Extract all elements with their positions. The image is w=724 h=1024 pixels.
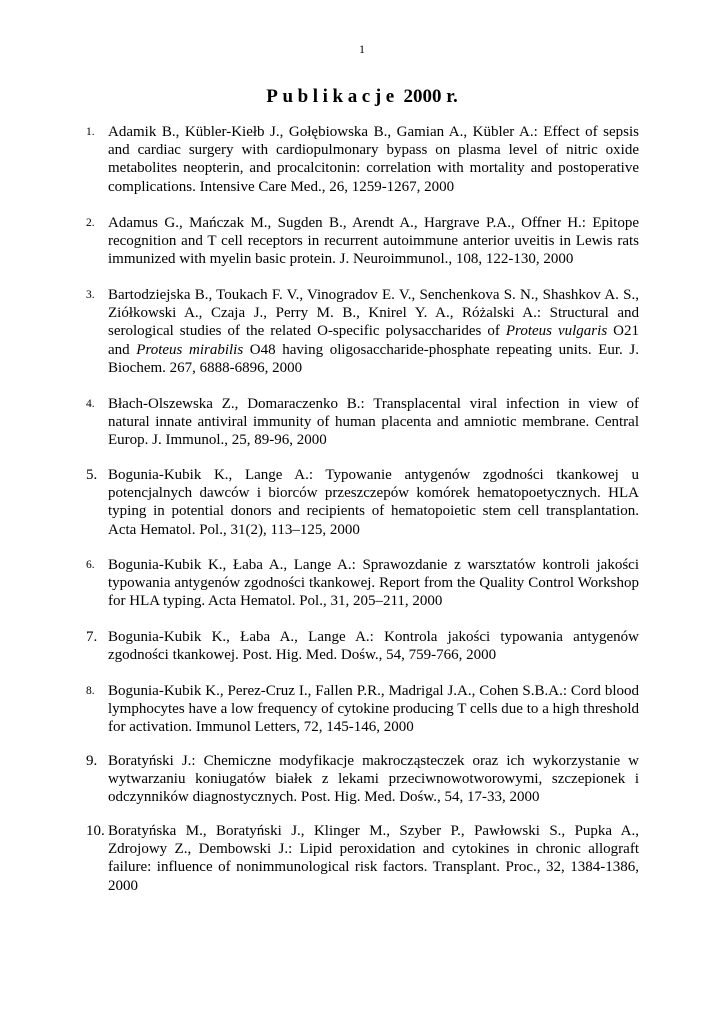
entry-number: 5. (86, 467, 98, 483)
publication-entry (86, 822, 639, 895)
species-name: Proteus mirabilis (136, 341, 244, 358)
publication-entry (86, 466, 639, 539)
entry-citation: Boratyńska M., Boratyński J., Klinger M., Szyber P., Pawłowski S., Pupka A., Zdrojowy Z., Dembowski J.: Lipid peroxidation and cytokines in chronic allograft failure: influence of nonimmunological risk factors. Transplant. Proc., 32, 1384-1386, 2000 (108, 823, 639, 894)
entry-citation: Adamik B., Kübler-Kiełb J., Gołębiowska B., Gamian A., Kübler A.: Effect of sepsis and cardiac surgery with cardiopulmonary bypass on plasma level of nitric oxide metabolites neopterin, and procalcitonin: correlation with mortality and postoperative complications. Intensive Care Med., 26, 1259-1267, 2000 (108, 124, 639, 195)
entry-citation: Bogunia-Kubik K., Perez-Cruz I., Fallen P.R., Madrigal J.A., Cohen S.B.A.: Cord blood lymphocytes have a low frequency of cytokine producing T cells due to a high threshold for activation. Immunol Letters, 72, 145-146, 2000 (108, 683, 639, 736)
publication-entry (86, 286, 639, 377)
publication-entry (86, 752, 639, 807)
entry-citation (108, 286, 639, 377)
publication-entry (86, 682, 639, 737)
entry-citation: Bogunia-Kubik K., Łaba A., Lange A.: Kontrola jakości typowania antygenów zgodności tkankowej. Post. Hig. Med. Dośw., 54, 759-766, 2000 (108, 629, 639, 664)
citation-text: Bartodziejska B., Toukach F. V., Vinogradov E. V., Senchenkova S. N., Shashkov A. S., Ziółkowski A., Czaja J., Perry M. B., Knirel Y. A., Różalski A.: Structural and serological studies of the related O-specific polysaccharides of (108, 287, 639, 340)
citation-text: O21 and (108, 323, 639, 358)
entry-citation: Bogunia-Kubik K., Lange A.: Typowanie antygenów zgodności tkankowej u potencjalnych dawców i biorców przeszczepów komórek hematopoetycznych. HLA typing in potential donors and recipients of hematopoietic stem cell transplantation. Acta Hematol. Pol., 31(2), 113–125, 2000 (108, 467, 639, 538)
publication-entry (86, 628, 639, 664)
entry-number: 4. (86, 398, 95, 410)
entry-number: 6. (86, 559, 95, 571)
citation-text: O48 having oligosaccharide-phosphate repeating units. Eur. J. Biochem. 267, 6888-6896, 2000 (108, 341, 639, 376)
title-word: Publikacje (266, 86, 399, 107)
publication-entry (86, 395, 639, 450)
entry-number: 3. (86, 289, 95, 301)
entry-number: 1. (86, 126, 95, 138)
entry-number: 8. (86, 685, 95, 697)
entry-citation: Boratyński J.: Chemiczne modyfikacje makrocząsteczek oraz ich wykorzystanie w wytwarzaniu koniugatów białek z lekami przeciwnowotworowymi, szczepionek i odczynników diagnostycznych. Post. Hig. Med. Dośw., 54, 17-33, 2000 (108, 753, 639, 806)
title-year: 2000 r. (403, 86, 458, 107)
entry-citation: Bogunia-Kubik K., Łaba A., Lange A.: Sprawozdanie z warsztatów kontroli jakości typowania antygenów zgodności tkankowej. Report from the Quality Control Workshop for HLA typing. Acta Hematol. Pol., 31, 205–211, 2000 (108, 557, 639, 610)
publication-entry (86, 214, 639, 269)
species-name: Proteus vulgaris (505, 323, 608, 340)
page-number: 1 (359, 42, 365, 56)
entry-number: 10. (86, 823, 105, 839)
entry-number: 9. (86, 753, 98, 769)
page-title (0, 86, 724, 108)
entry-citation: Adamus G., Mańczak M., Sugden B., Arendt A., Hargrave P.A., Offner H.: Epitope recognition and T cell receptors in recurrent autoimmune anterior uveitis in Lewis rats immunized with myelin basic protein. J. Neuroimmunol., 108, 122-130, 2000 (108, 215, 639, 268)
entry-number: 2. (86, 217, 95, 229)
publication-entry (86, 123, 639, 196)
publication-entry (86, 556, 639, 611)
entry-citation: Błach-Olszewska Z., Domaraczenko B.: Transplacental viral infection in view of natural innate antiviral immunity of human placenta and amniotic membrane. Central Europ. J. Immunol., 25, 89-96, 2000 (108, 396, 639, 449)
entry-number: 7. (86, 629, 98, 645)
